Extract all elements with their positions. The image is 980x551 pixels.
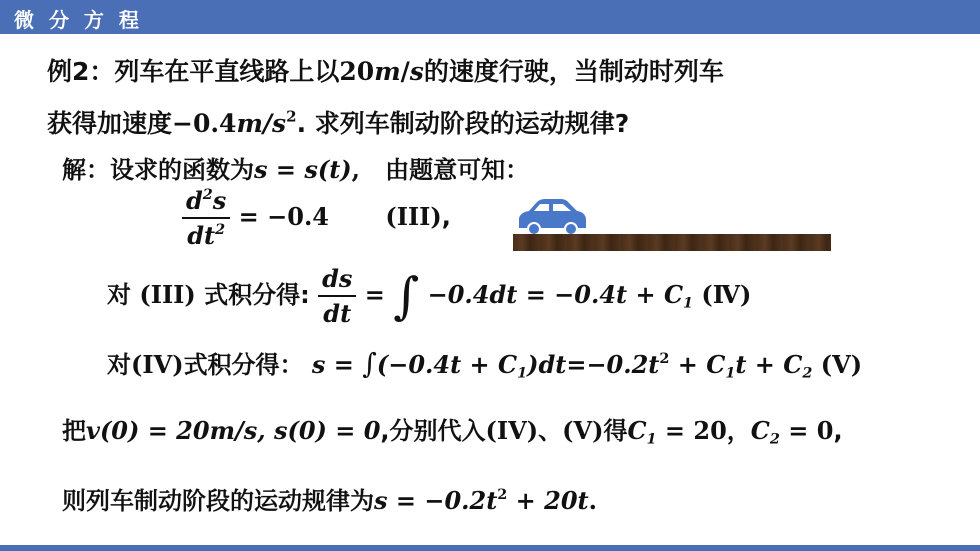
- first-derivative-fraction: [318, 264, 356, 328]
- result-tag: (Ⅳ): [701, 280, 752, 309]
- integration-text: 式积分得:: [204, 281, 310, 309]
- condition-prefix: 把: [62, 417, 86, 445]
- line-end: ,: [833, 417, 843, 445]
- tag-iv: (IV): [485, 416, 539, 445]
- problem-text-tail: 的速度行驶，当制动时列车: [423, 57, 724, 86]
- integration-line-1: [107, 264, 751, 328]
- final-expr-rest: + 20t: [507, 486, 589, 515]
- integral-inner: (−0.4t + C: [376, 350, 518, 379]
- fraction-numerator: $d^2s$: [182, 186, 230, 219]
- result-tag: (V): [820, 350, 863, 379]
- integral-sign: ∫: [362, 347, 377, 380]
- constant-term-2: t + C: [735, 350, 803, 379]
- fraction-denominator: $dt^2$: [187, 220, 226, 250]
- integration-text: 式积分得：: [183, 351, 304, 379]
- constant-c1: C: [627, 416, 647, 445]
- solution-line: [62, 150, 529, 185]
- initial-conditions: v(0) = 20m/s, s(0) = 0: [86, 416, 381, 445]
- equation-tail: ,: [441, 203, 451, 231]
- speed-unit-2: s: [409, 57, 424, 86]
- equation-3: [182, 186, 451, 250]
- equation-tag: (III): [385, 202, 442, 231]
- problem-line-2: [47, 104, 629, 140]
- page-title: 微 分 方 程: [14, 8, 143, 32]
- integration-line-2: [107, 345, 862, 380]
- separator: ，: [726, 417, 751, 445]
- condition-mid-2: 得: [603, 417, 628, 445]
- integration-tag: (IV): [131, 350, 184, 379]
- conclusion-line: [62, 481, 597, 516]
- final-expr: s = −0.2t: [374, 486, 498, 515]
- function-sep: ,: [351, 155, 360, 184]
- constant-subscript: 2: [802, 364, 813, 382]
- exponent: 2: [659, 349, 670, 367]
- constant-c1-value: = 20: [656, 416, 727, 445]
- integration-prefix: 对: [107, 281, 131, 309]
- problem-text-tail: . 求列车制动阶段的运动规律?: [296, 109, 630, 138]
- problem-text: 获得加速度: [47, 109, 173, 138]
- car-icon: [515, 198, 587, 236]
- integration-prefix: 对: [107, 351, 131, 379]
- solution-tail: 由题意可知：: [385, 156, 530, 184]
- initial-condition-line: [62, 411, 843, 446]
- tag-v: (V): [562, 416, 604, 445]
- road-track: [513, 234, 831, 251]
- integral-sign: ∫: [393, 267, 420, 325]
- speed-unit: m: [374, 57, 401, 86]
- constant-term: + C: [677, 350, 726, 379]
- problem-text: 例2：列车在平直线路上以: [47, 57, 340, 86]
- integral-inner-tail: )dt=−0.2t: [527, 350, 660, 379]
- constant-c2-value: = 0: [779, 416, 834, 445]
- equals-sign: =: [364, 280, 385, 309]
- integration-tag: (III): [139, 280, 196, 309]
- separator: 、: [538, 417, 563, 445]
- constant-subscript: 1: [517, 364, 528, 382]
- constant-subscript: 1: [646, 430, 657, 448]
- constant-subscript: 1: [683, 294, 694, 312]
- speed-value: 20: [339, 57, 375, 86]
- accel-value: −0.4: [172, 109, 237, 138]
- line-end: .: [588, 486, 597, 515]
- position-lhs: s =: [311, 350, 354, 379]
- footer-bar: [0, 545, 980, 551]
- accel-exponent: 2: [286, 107, 297, 126]
- function-expr: s = s(t): [254, 155, 352, 184]
- constant-subscript: 1: [725, 364, 736, 382]
- constant-c2: C: [750, 416, 770, 445]
- constant-subscript: 2: [769, 430, 780, 448]
- fraction-denominator: dt: [323, 299, 352, 328]
- conclusion-text: 则列车制动阶段的运动规律为: [62, 487, 374, 515]
- accel-unit: m/s: [236, 109, 287, 138]
- fraction-numerator: ds: [318, 264, 356, 297]
- problem-line-1: [47, 52, 724, 88]
- header-bar: [0, 0, 980, 34]
- exponent: 2: [497, 485, 508, 503]
- solution-text: 解：设求的函数为: [62, 156, 254, 184]
- second-derivative-fraction: [182, 186, 230, 250]
- speed-slash: /: [400, 57, 410, 86]
- integral-expr: −0.4dt = −0.4t + C: [427, 280, 684, 309]
- equation-rhs: = −0.4: [238, 202, 329, 231]
- condition-mid: ,分别代入: [380, 417, 486, 445]
